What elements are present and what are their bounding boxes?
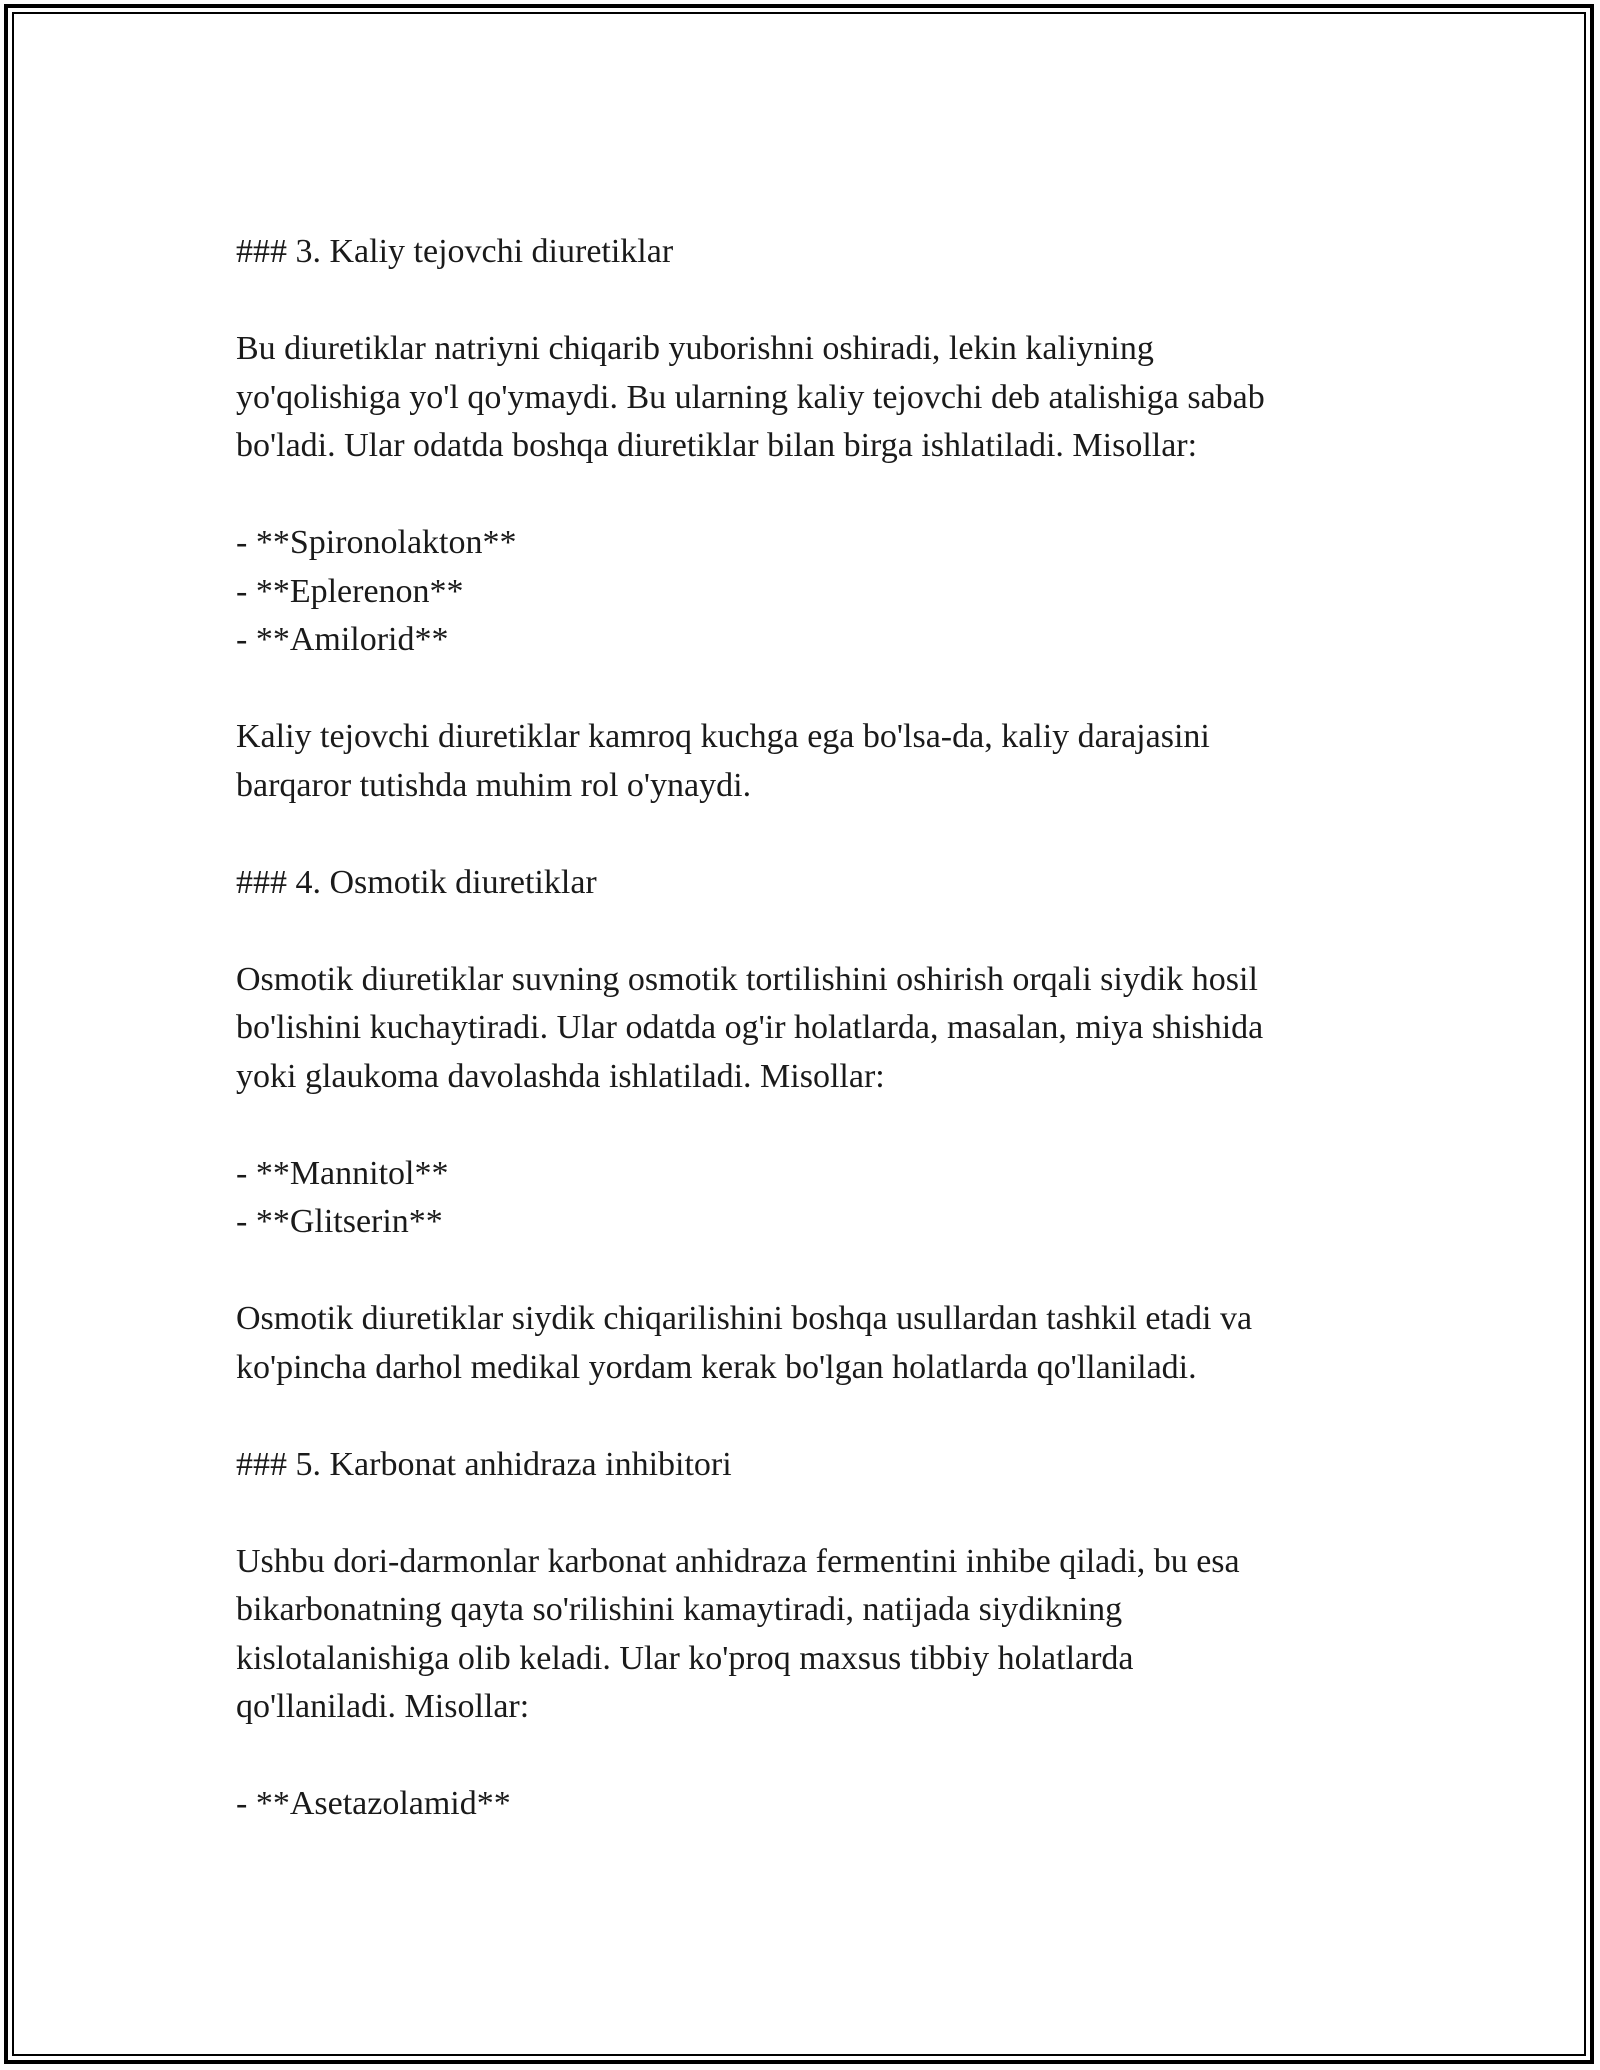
paragraph-line: yoki glaukoma davolashda ishlatiladi. Misollar: [236,1057,885,1095]
section-heading-4: ### 4. Osmotik diuretiklar [236,863,597,901]
spacer [236,1489,1366,1538]
paragraph-line: Osmotik diuretiklar siydik chiqarilishini boshqa usullardan tashkil etadi va [236,1300,1253,1337]
paragraph-line: kislotalanishiga olib keladi. Ular ko'proq maxsus tibbiy holatlarda [236,1639,1134,1677]
list-3 [236,519,1366,665]
paragraph-4 [236,956,1366,1102]
paragraph-3 [236,325,1366,471]
list-item: - **Amilorid** [236,621,449,658]
spacer [236,1392,1366,1441]
spacer [236,665,1366,714]
spacer [236,1101,1366,1150]
list-4 [236,1150,1366,1247]
section-heading-3: ### 3. Kaliy tejovchi diuretiklar [236,233,674,270]
spacer [236,1247,1366,1296]
paragraph-line: Kaliy tejovchi diuretiklar kamroq kuchga ega bo'lsa-da, kaliy darajasini [236,718,1210,755]
list-item: - **Mannitol** [236,1154,449,1192]
paragraph-line: bo'ladi. Ular odatda boshqa diuretiklar bilan birga ishlatiladi. Misollar: [236,427,1198,464]
list-item: - **Eplerenon** [236,572,464,610]
paragraph-line: Ushbu dori-darmonlar karbonat anhidraza fermentini inhibe qiladi, bu esa [236,1542,1240,1580]
paragraph-line: ko'pincha darhol medikal yordam kerak bo'lgan holatlarda qo'llaniladi. [236,1348,1197,1386]
paragraph-4b [236,1295,1366,1392]
paragraph-line: bikarbonatning qayta so'rilishini kamaytiradi, natijada siydikning [236,1591,1123,1628]
spacer [236,277,1366,326]
list-5 [236,1780,1366,1829]
paragraph-line: bo'lishini kuchaytiradi. Ular odatda og'ir holatlarda, masalan, miya shishida [236,1009,1264,1046]
document-body [236,228,1366,1829]
paragraph-line: qo'llaniladi. Misollar: [236,1688,530,1725]
paragraph-line: Bu diuretiklar natriyni chiqarib yuborishni oshiradi, lekin kaliyning [236,330,1154,367]
spacer [236,471,1366,520]
paragraph-line: Osmotik diuretiklar suvning osmotik tortilishini oshirish orqali siydik hosil [236,960,1258,998]
paragraph-line: barqaror tutishda muhim rol o'ynaydi. [236,766,752,804]
spacer [236,810,1366,859]
list-item: - **Spironolakton** [236,524,517,561]
paragraph-5 [236,1538,1366,1732]
paragraph-3b [236,713,1366,810]
list-item: - **Glitserin** [236,1203,443,1240]
spacer [236,1732,1366,1781]
list-item: - **Asetazolamid** [236,1785,511,1822]
spacer [236,907,1366,956]
section-heading-5: ### 5. Karbonat anhidraza inhibitori [236,1445,732,1483]
paragraph-line: yo'qolishiga yo'l qo'ymaydi. Bu ularning kaliy tejovchi deb atalishiga sabab [236,378,1265,416]
